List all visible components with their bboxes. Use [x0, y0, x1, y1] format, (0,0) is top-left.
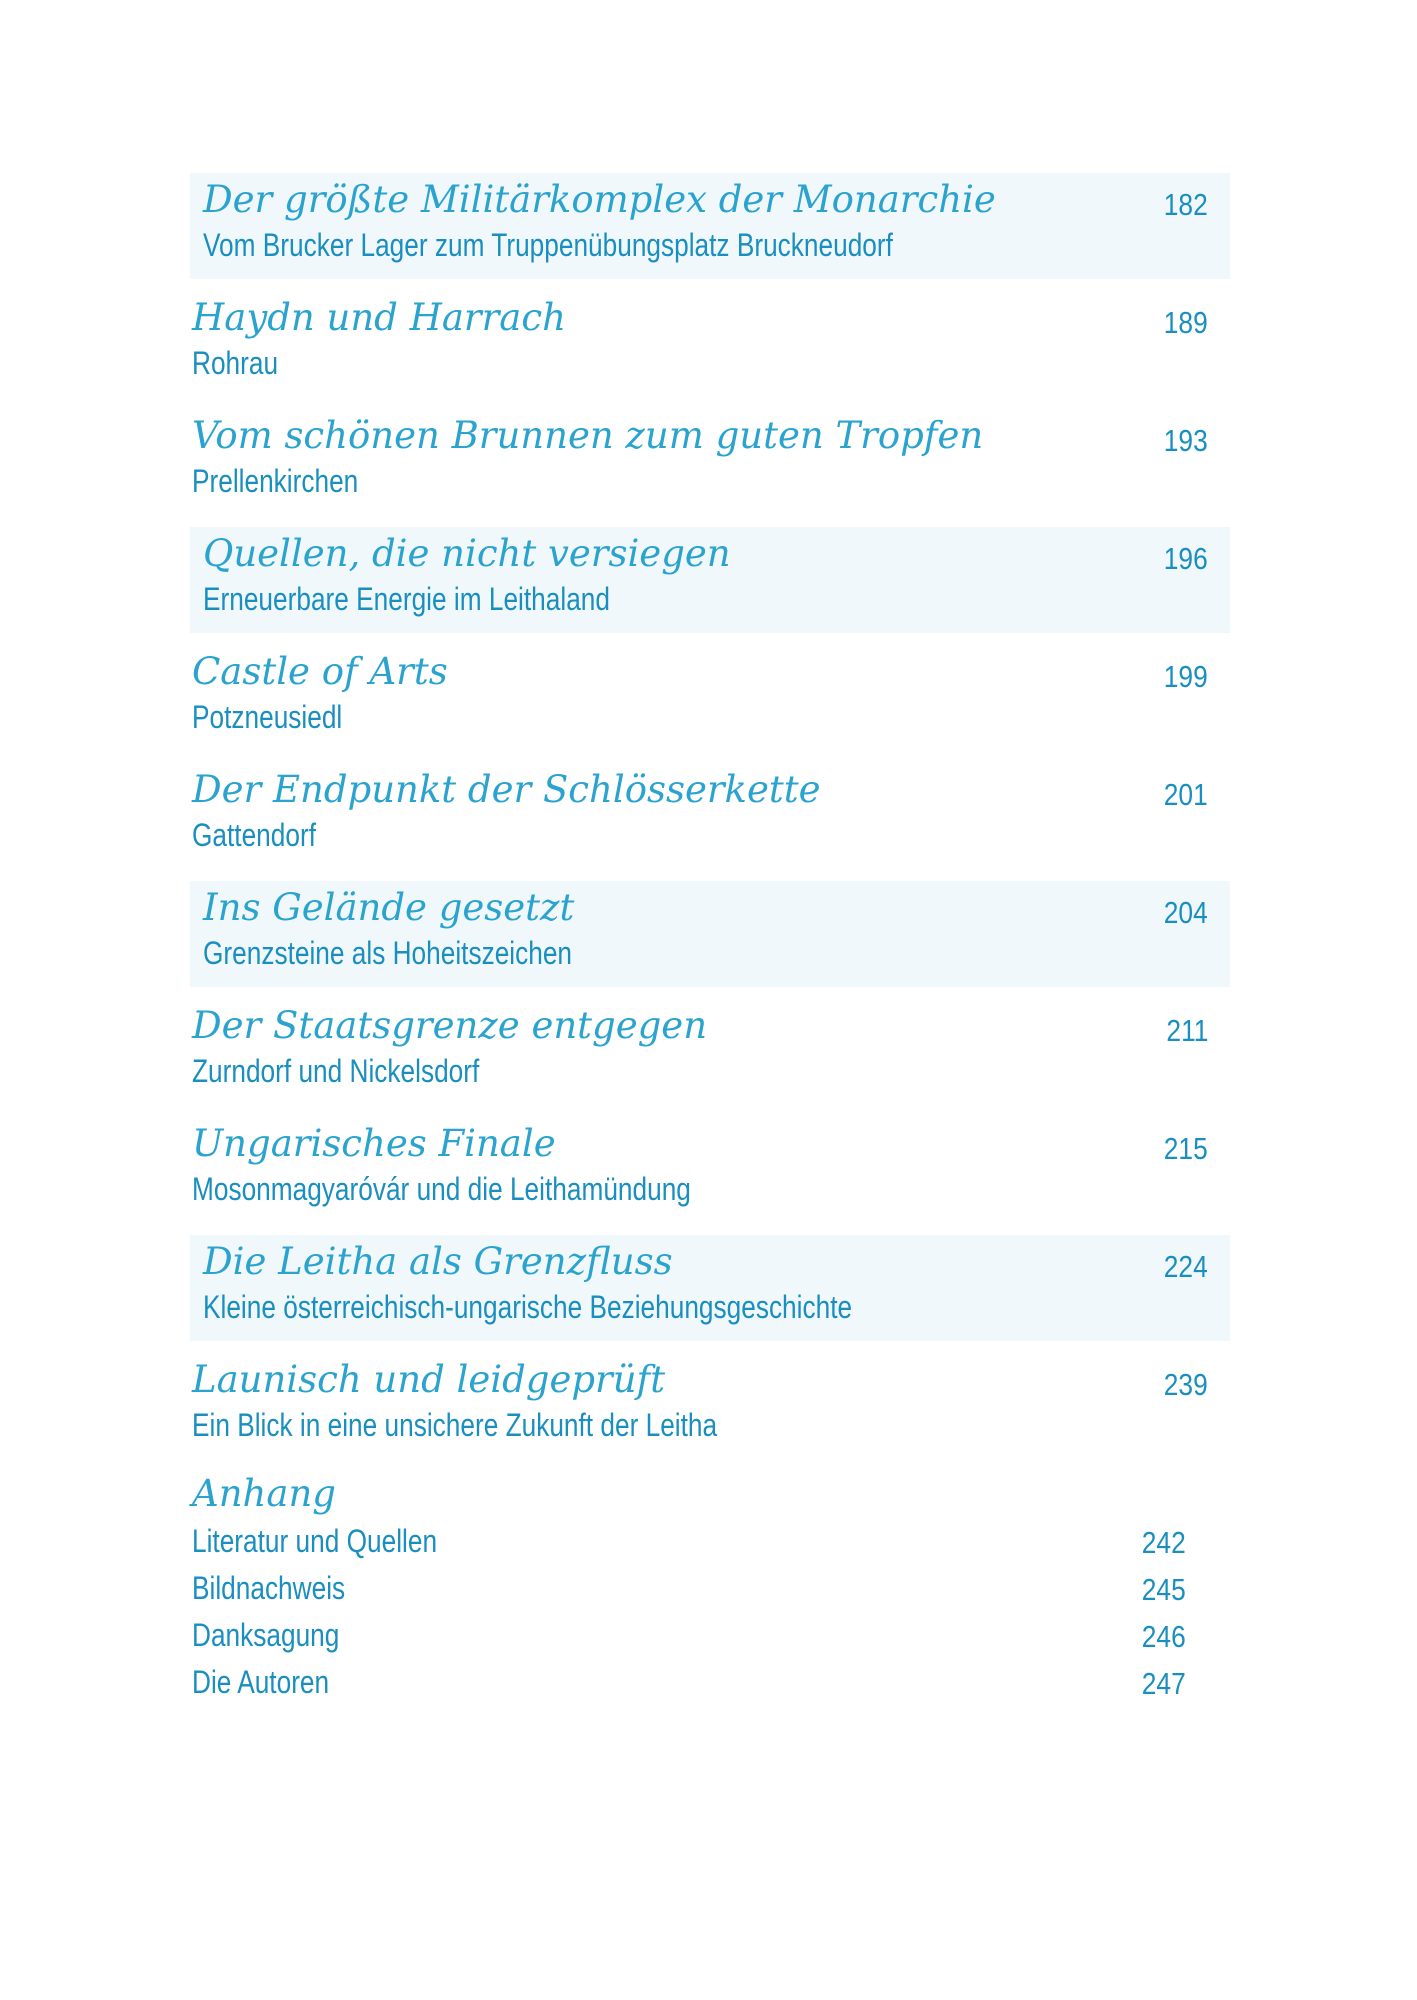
appendix-item[interactable]: [192, 1658, 1208, 1705]
appendix-item[interactable]: [192, 1517, 1208, 1564]
table-of-contents: [190, 173, 1230, 1705]
entry-title: Ungarisches Finale: [192, 1122, 556, 1165]
appendix-item[interactable]: [192, 1611, 1208, 1658]
entry-page-number: 199: [1164, 659, 1208, 694]
toc-entry[interactable]: [190, 1117, 1230, 1223]
toc-entry[interactable]: [190, 173, 1230, 279]
toc-entry[interactable]: [190, 763, 1230, 869]
entry-title: Die Leitha als Grenzfluss: [203, 1240, 673, 1283]
toc-entry[interactable]: [190, 999, 1230, 1105]
entry-title: Der größte Militärkomplex der Monarchie: [203, 178, 996, 221]
entry-subtitle: Prellenkirchen: [192, 463, 359, 499]
appendix-title: Anhang: [192, 1472, 336, 1515]
toc-entry[interactable]: [190, 645, 1230, 751]
toc-entry[interactable]: [190, 527, 1230, 633]
entry-page-number: 215: [1164, 1131, 1208, 1166]
appendix-item-label: Die Autoren: [192, 1664, 330, 1700]
entry-title: Der Staatsgrenze entgegen: [192, 1004, 708, 1047]
entry-page-number: 189: [1164, 305, 1208, 340]
toc-entry[interactable]: [190, 1353, 1230, 1459]
appendix-item-label: Bildnachweis: [192, 1570, 346, 1606]
entry-subtitle: Vom Brucker Lager zum Truppenübungsplatz Bruckneudorf: [203, 227, 893, 263]
appendix-item-label: Literatur und Quellen: [192, 1523, 438, 1559]
toc-entry[interactable]: [190, 291, 1230, 397]
toc-entry[interactable]: [190, 1235, 1230, 1341]
entry-page-number: 182: [1164, 187, 1208, 222]
entry-title: Vom schönen Brunnen zum guten Tropfen: [192, 414, 984, 457]
entry-page-number: 224: [1164, 1249, 1208, 1284]
appendix-item-page-number: 247: [1142, 1666, 1186, 1701]
entry-page-number: 239: [1164, 1367, 1208, 1402]
appendix-item[interactable]: [192, 1564, 1208, 1611]
entry-subtitle: Zurndorf und Nickelsdorf: [192, 1053, 480, 1089]
entry-title: Der Endpunkt der Schlösserkette: [192, 768, 821, 811]
appendix-section: [190, 1471, 1230, 1705]
appendix-item-page-number: 246: [1142, 1619, 1186, 1654]
entry-page-number: 196: [1164, 541, 1208, 576]
appendix-item-page-number: 242: [1142, 1525, 1186, 1560]
entry-title: Quellen, die nicht versiegen: [203, 532, 731, 575]
appendix-item-page-number: 245: [1142, 1572, 1186, 1607]
entry-subtitle: Ein Blick in eine unsichere Zukunft der Leitha: [192, 1407, 718, 1443]
appendix-item-label: Danksagung: [192, 1617, 340, 1653]
entry-subtitle: Potzneusiedl: [192, 699, 343, 735]
entry-page-number: 201: [1164, 777, 1208, 812]
entry-title: Ins Gelände gesetzt: [203, 886, 575, 929]
entry-subtitle: Gattendorf: [192, 817, 316, 853]
entry-subtitle: Erneuerbare Energie im Leithaland: [203, 581, 610, 617]
entry-page-number: 204: [1164, 895, 1208, 930]
entry-title: Castle of Arts: [192, 650, 448, 693]
entry-subtitle: Mosonmagyaróvár und die Leithamündung: [192, 1171, 691, 1207]
entry-title: Haydn und Harrach: [192, 296, 566, 339]
toc-entry[interactable]: [190, 409, 1230, 515]
entry-page-number: 211: [1165, 1013, 1208, 1048]
entry-subtitle: Grenzsteine als Hoheitszeichen: [203, 935, 573, 971]
entry-subtitle: Rohrau: [192, 345, 279, 381]
toc-entry[interactable]: [190, 881, 1230, 987]
entry-title: Launisch und leidgeprüft: [192, 1358, 666, 1401]
entry-page-number: 193: [1164, 423, 1208, 458]
entry-subtitle: Kleine österreichisch-ungarische Beziehungsgeschichte: [203, 1289, 853, 1325]
